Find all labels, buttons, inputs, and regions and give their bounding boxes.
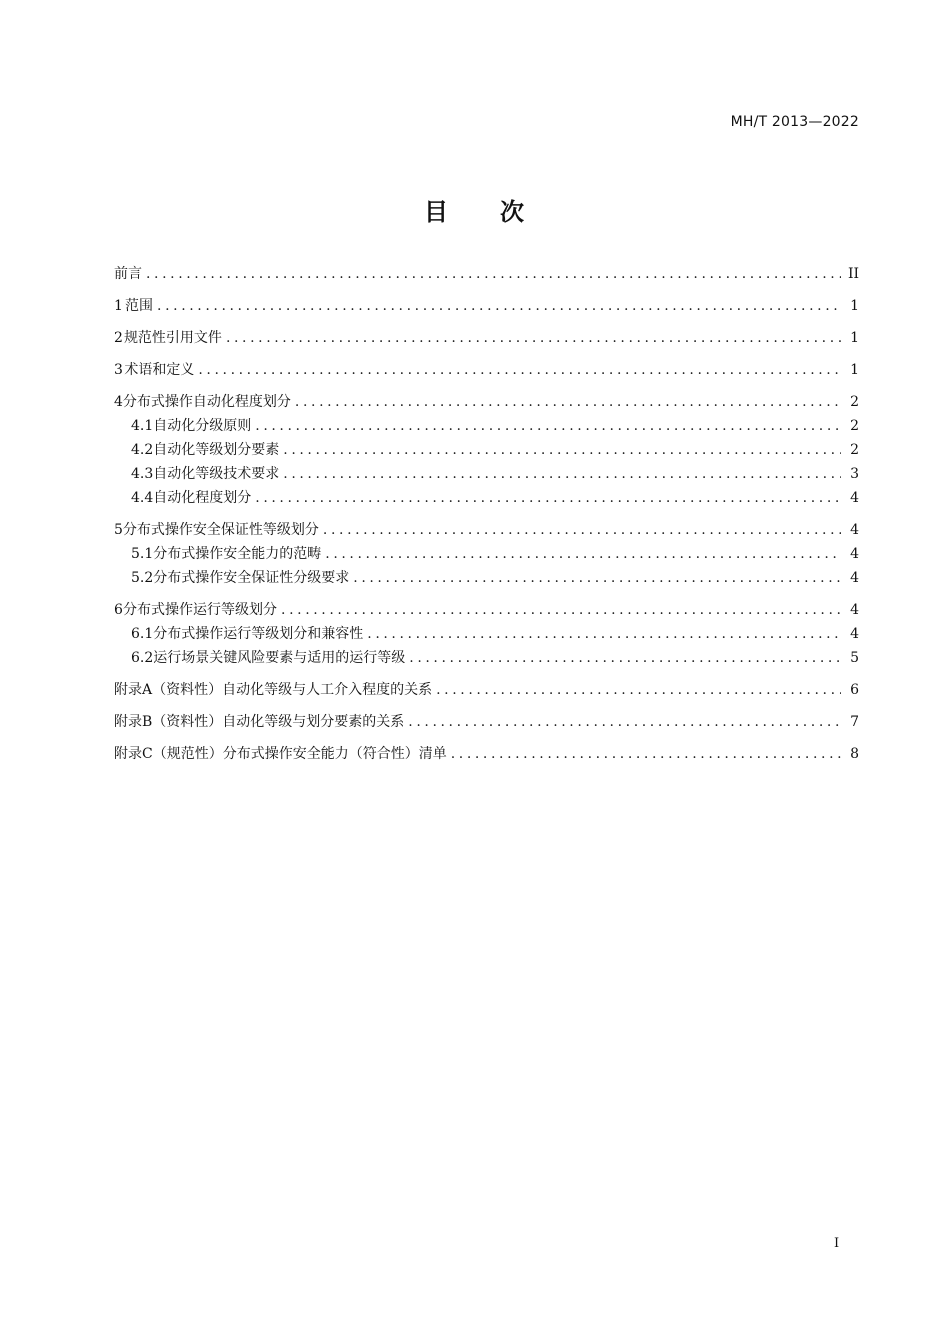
toc-entry-4-4[interactable] [114, 486, 859, 510]
toc-entry-label: 分布式操作安全能力（符合性）清单 [222, 746, 447, 762]
toc-entry-number: 4.2 [131, 442, 154, 458]
toc-dot-leader [325, 542, 841, 566]
toc-title [0, 192, 950, 227]
toc-dot-leader [146, 262, 841, 286]
toc-dot-leader [283, 438, 841, 462]
toc-entry-number: 1 [114, 298, 123, 314]
toc-entry-page: 4 [850, 490, 859, 506]
toc-entry-page: 6 [850, 682, 859, 698]
toc-entry-label: 自动化等级与人工介入程度的关系 [222, 682, 433, 698]
toc-entry-3[interactable] [114, 358, 859, 382]
toc-entry-page: 4 [850, 626, 859, 642]
toc-title-char-1: 目 [424, 198, 450, 226]
toc-dot-leader [295, 390, 841, 414]
toc-entry-label: 分布式操作自动化程度划分 [122, 394, 291, 410]
toc-dot-leader [283, 462, 841, 486]
toc-entry-foreword[interactable] [114, 262, 859, 286]
toc-entry-page: 2 [850, 442, 859, 458]
toc-entry-number: 4.4 [131, 490, 154, 506]
toc-entry-label: 分布式操作运行等级划分 [123, 602, 278, 618]
toc-entry-page: 4 [850, 602, 859, 618]
toc-entry-page: 3 [850, 466, 859, 482]
toc-entry-annex-c[interactable] [114, 742, 859, 766]
toc-entry-number: 5.2 [131, 570, 154, 586]
toc-entry-number: 6.2 [131, 650, 154, 666]
toc-entry-page: 4 [850, 570, 859, 586]
toc-entry-label: 分布式操作安全保证性等级划分 [122, 522, 319, 538]
table-of-contents [114, 262, 859, 766]
toc-entry-label: 自动化等级与划分要素的关系 [222, 714, 405, 730]
toc-annex-tag: 附录B（资料性） [114, 714, 223, 730]
toc-entry-page: 5 [850, 650, 859, 666]
toc-entry-6-1[interactable] [114, 622, 859, 646]
toc-entry-2[interactable] [114, 326, 859, 350]
toc-entry-5[interactable] [114, 518, 859, 542]
toc-entry-page: 4 [850, 522, 859, 538]
toc-title-char-2: 次 [500, 198, 526, 226]
toc-entry-6[interactable] [114, 598, 859, 622]
toc-entry-page: 1 [850, 362, 859, 378]
toc-dot-leader [353, 566, 841, 590]
toc-entry-number: 4.3 [131, 466, 154, 482]
toc-dot-leader [451, 742, 841, 766]
toc-entry-6-2[interactable] [114, 646, 859, 670]
toc-entry-5-1[interactable] [114, 542, 859, 566]
toc-entry-label: 规范性引用文件 [123, 330, 222, 346]
toc-entry-number: 4 [114, 394, 123, 410]
toc-entry-page: II [847, 266, 859, 282]
toc-entry-4-3[interactable] [114, 462, 859, 486]
toc-entry-number: 4.1 [131, 418, 154, 434]
toc-entry-page: 8 [850, 746, 859, 762]
toc-entry-page: 2 [850, 418, 859, 434]
toc-entry-4[interactable] [114, 390, 859, 414]
toc-entry-number: 5.1 [131, 546, 154, 562]
toc-entry-page: 7 [850, 714, 859, 730]
toc-entry-page: 1 [850, 330, 859, 346]
toc-dot-leader [436, 678, 841, 702]
toc-dot-leader [323, 518, 841, 542]
toc-dot-leader [198, 358, 841, 382]
toc-dot-leader [255, 414, 841, 438]
toc-entry-number: 2 [114, 330, 123, 346]
toc-entry-number: 5 [114, 522, 123, 538]
toc-entry-number: 6 [114, 602, 123, 618]
toc-annex-tag: 附录C（规范性） [114, 746, 223, 762]
toc-entry-page: 4 [850, 546, 859, 562]
toc-entry-label: 术语和定义 [124, 362, 195, 378]
toc-entry-label: 前言 [114, 266, 142, 282]
toc-entry-page: 1 [850, 298, 859, 314]
toc-entry-label: 自动化程度划分 [153, 490, 252, 506]
toc-entry-1[interactable] [114, 294, 859, 318]
toc-entry-label: 自动化等级技术要求 [153, 466, 280, 482]
toc-dot-leader [255, 486, 841, 510]
toc-dot-leader [408, 710, 841, 734]
toc-entry-number: 3 [114, 362, 123, 378]
page-number: I [834, 1236, 840, 1251]
toc-entry-number: 6.1 [131, 626, 154, 642]
toc-dot-leader [367, 622, 841, 646]
toc-dot-leader [281, 598, 841, 622]
toc-entry-label: 运行场景关键风险要素与适用的运行等级 [153, 650, 406, 666]
toc-dot-leader [157, 294, 841, 318]
toc-entry-annex-b[interactable] [114, 710, 859, 734]
toc-entry-annex-a[interactable] [114, 678, 859, 702]
document-code: MH/T 2013—2022 [730, 114, 859, 130]
toc-entry-page: 2 [850, 394, 859, 410]
toc-annex-tag: 附录A（资料性） [114, 682, 223, 698]
toc-entry-label: 分布式操作运行等级划分和兼容性 [153, 626, 364, 642]
toc-dot-leader [409, 646, 841, 670]
toc-entry-label: 范围 [125, 298, 154, 314]
toc-entry-label: 分布式操作安全能力的范畴 [153, 546, 322, 562]
toc-entry-4-2[interactable] [114, 438, 859, 462]
toc-entry-4-1[interactable] [114, 414, 859, 438]
toc-entry-label: 自动化分级原则 [153, 418, 252, 434]
toc-dot-leader [226, 326, 841, 350]
toc-entry-label: 分布式操作安全保证性分级要求 [153, 570, 350, 586]
toc-entry-label: 自动化等级划分要素 [153, 442, 280, 458]
toc-entry-5-2[interactable] [114, 566, 859, 590]
